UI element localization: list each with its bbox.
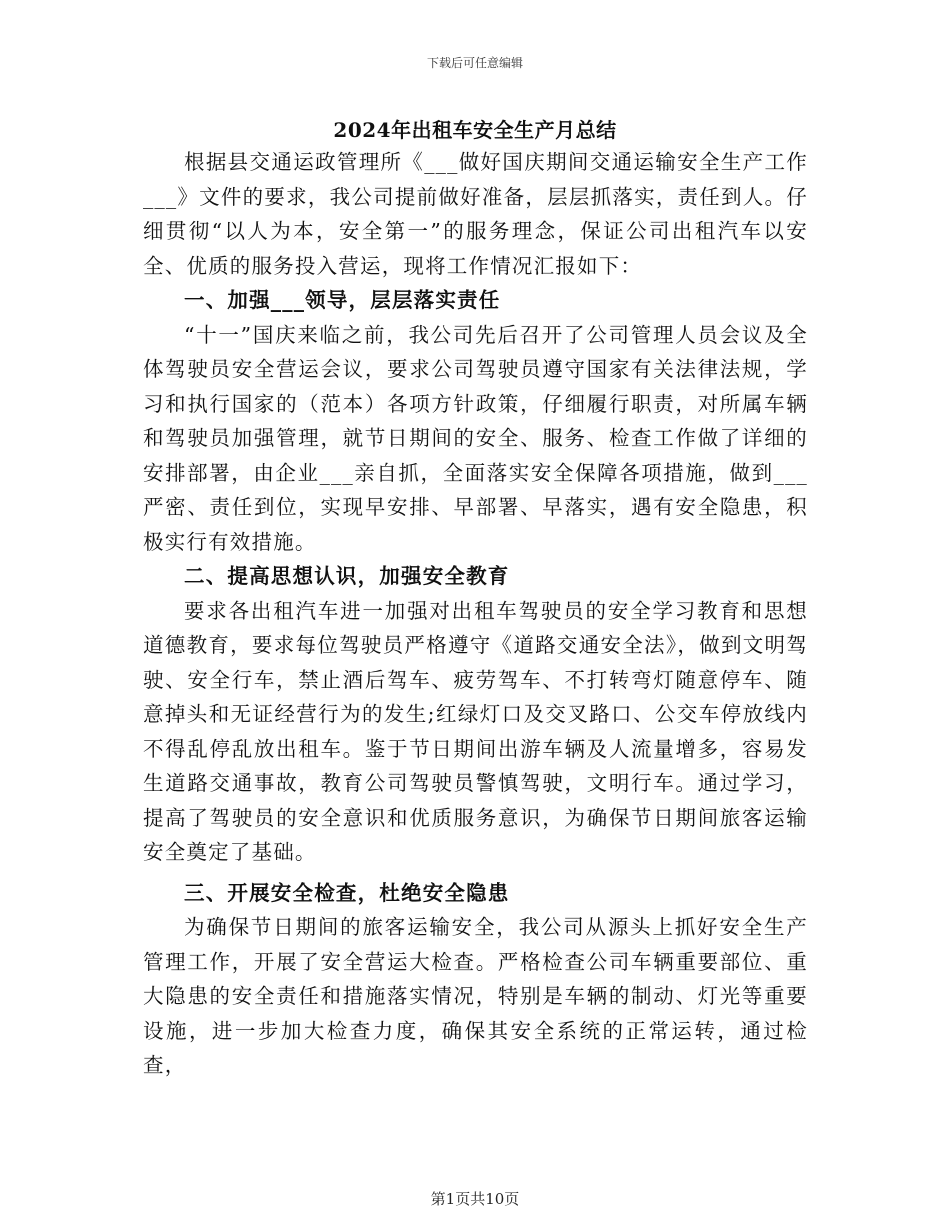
section-3-paragraph: 为确保节日期间的旅客运输安全，我公司从源头上抓好安全生产管理工作，开展了安全营运大检查。严格检查公司车辆重要部位、重大隐患的安全责任和措施落实情况，特别是车辆的制动、灯光等重要设施，进一步加大检查力度，确保其安全系统的正常运转，通过检查，	[143, 915, 808, 1077]
header-note: 下载后可任意编辑	[426, 56, 523, 70]
section-heading-3: 三、开展安全检查，杜绝安全隐患	[184, 880, 510, 905]
section-2-paragraph: 要求各出租汽车进一加强对出租车驾驶员的安全学习教育和思想道德教育，要求每位驾驶员严格遵守《道路交通安全法》，做到文明驾驶、安全行车，禁止酒后驾车、疲劳驾车、不打转弯灯随意停车、随意掉头和无证经营行为的发生;红绿灯口及交叉路口、公交车停放线内不得乱停乱放出租车。鉴于节日期间出游车辆及人流量增多，容易发生道路交通事故，教育公司驾驶员警慎驾驶，文明行车。通过学习，提高了驾驶员的安全意识和优质服务意识，为确保节日期间旅客运输安全奠定了基础。	[143, 598, 808, 864]
intro-paragraph: 根据县交通运政管理所《___做好国庆期间交通运输安全生产工作___》文件的要求，我公司提前做好准备，层层抓落实，责任到人。仔细贯彻“以人为本，安全第一”的服务理念，保证公司出租汽车以安全、优质的服务投入营运，现将工作情况汇报如下：	[143, 150, 808, 278]
section-heading-2: 二、提高思想认识，加强安全教育	[184, 564, 510, 588]
document-title: 2024年出租车安全生产月总结	[333, 118, 617, 142]
section-heading-1: 一、加强___领导，层层落实责任	[184, 288, 501, 312]
document-body	[143, 145, 808, 1083]
section-1-paragraph: “十一”国庆来临之前，我公司先后召开了公司管理人员会议及全体驾驶员安全营运会议，要求公司驾驶员遵守国家有关法律法规，学习和执行国家的（范本）各项方针政策，仔细履行职责，对所属车辆和驾驶员加强管理，就节日期间的安全、服务、检查工作做了详细的安排部署，由企业___亲自抓，全面落实安全保障各项措施，做到___严密、责任到位，实现早安排、早部署、早落实，遇有安全隐患，积极实行有效措施。	[143, 322, 808, 554]
page-number: 第1页共10页	[430, 1190, 520, 1208]
